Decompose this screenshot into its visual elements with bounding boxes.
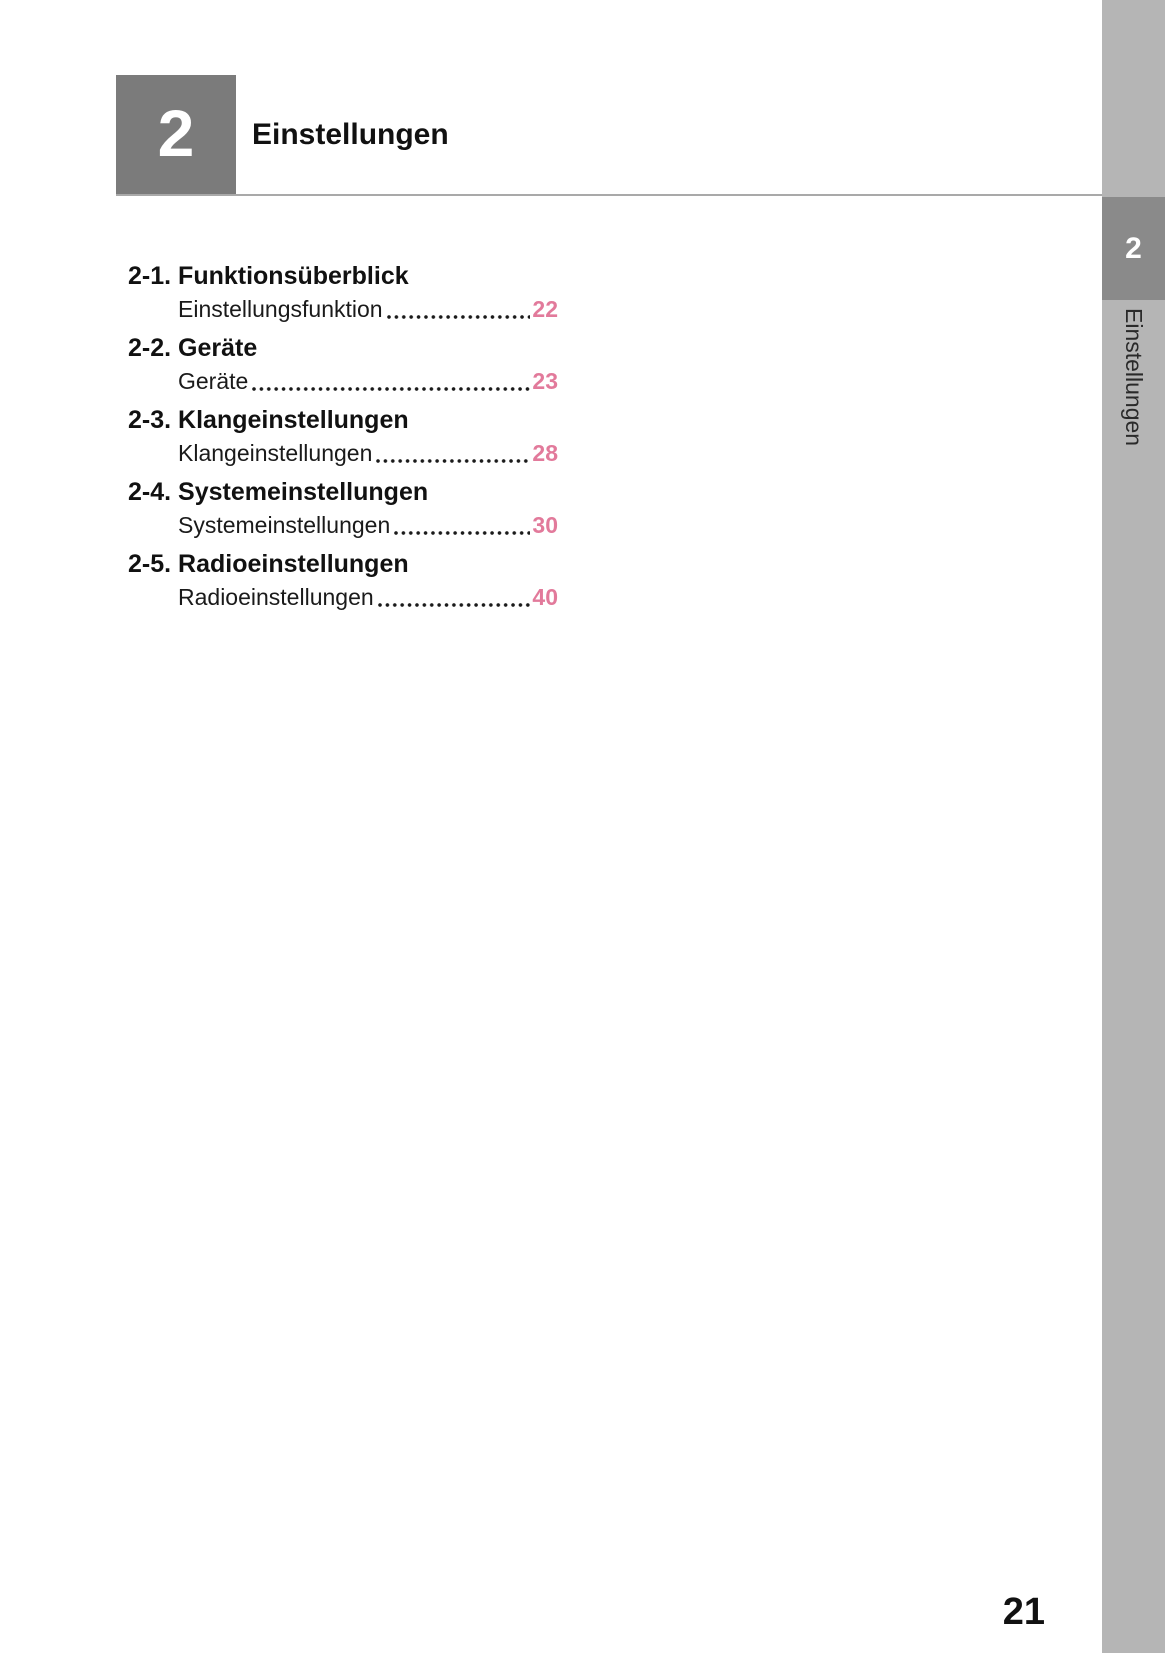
toc-section-title: Radioeinstellungen bbox=[178, 550, 409, 578]
toc-dot-leader bbox=[394, 531, 530, 535]
page-number: 21 bbox=[1002, 1591, 1045, 1633]
toc-entry bbox=[128, 548, 558, 614]
toc-item-page-number: 30 bbox=[532, 512, 558, 538]
toc-link-row[interactable] bbox=[178, 293, 558, 326]
toc-section-number: 2-5. bbox=[128, 550, 172, 578]
sidebar-chapter-tab bbox=[1102, 197, 1165, 300]
chapter-number-box bbox=[116, 75, 236, 195]
toc-link-row[interactable] bbox=[178, 509, 558, 542]
toc-link-row[interactable] bbox=[178, 365, 558, 398]
header-divider bbox=[116, 194, 1102, 196]
toc-section-title: Klangeinstellungen bbox=[178, 406, 409, 434]
toc-item-page-number: 22 bbox=[532, 296, 558, 322]
sidebar-chapter-number: 2 bbox=[1125, 231, 1142, 265]
toc-section-number: 2-2. bbox=[128, 334, 172, 362]
toc-section-heading bbox=[128, 332, 558, 365]
toc-entry bbox=[128, 476, 558, 542]
toc-dot-leader bbox=[378, 603, 531, 607]
toc-link-row[interactable] bbox=[178, 581, 558, 614]
toc-dot-leader bbox=[252, 387, 530, 391]
toc-section-title: Systemeinstellungen bbox=[178, 478, 429, 506]
sidebar-chapter-label: Einstellungen bbox=[1121, 308, 1147, 447]
toc-section-title: Geräte bbox=[178, 334, 258, 362]
toc-item-label: Geräte bbox=[178, 368, 249, 394]
toc-section-heading bbox=[128, 260, 558, 293]
toc-item-label: Systemeinstellungen bbox=[178, 512, 391, 538]
toc-link-row[interactable] bbox=[178, 437, 558, 470]
chapter-number: 2 bbox=[157, 96, 195, 170]
toc-entry bbox=[128, 260, 558, 326]
toc-section-heading bbox=[128, 548, 558, 581]
sidebar-strip bbox=[1102, 0, 1165, 1653]
toc-item-page-number: 28 bbox=[532, 440, 558, 466]
page-title: Einstellungen bbox=[252, 118, 449, 151]
toc-entry bbox=[128, 332, 558, 398]
toc-section-heading bbox=[128, 476, 558, 509]
toc-section-number: 2-4. bbox=[128, 478, 172, 506]
toc-section-number: 2-1. bbox=[128, 262, 172, 290]
toc-item-page-number: 23 bbox=[532, 368, 558, 394]
table-of-contents bbox=[128, 260, 558, 620]
toc-item-label: Klangeinstellungen bbox=[178, 440, 373, 466]
toc-dot-leader bbox=[387, 315, 531, 319]
toc-item-label: Einstellungsfunktion bbox=[178, 296, 383, 322]
toc-section-heading bbox=[128, 404, 558, 437]
toc-item-page-number: 40 bbox=[532, 584, 558, 610]
toc-section-number: 2-3. bbox=[128, 406, 172, 434]
toc-item-label: Radioeinstellungen bbox=[178, 584, 374, 610]
toc-dot-leader bbox=[376, 459, 530, 463]
toc-section-title: Funktionsüberblick bbox=[178, 262, 409, 290]
toc-entry bbox=[128, 404, 558, 470]
